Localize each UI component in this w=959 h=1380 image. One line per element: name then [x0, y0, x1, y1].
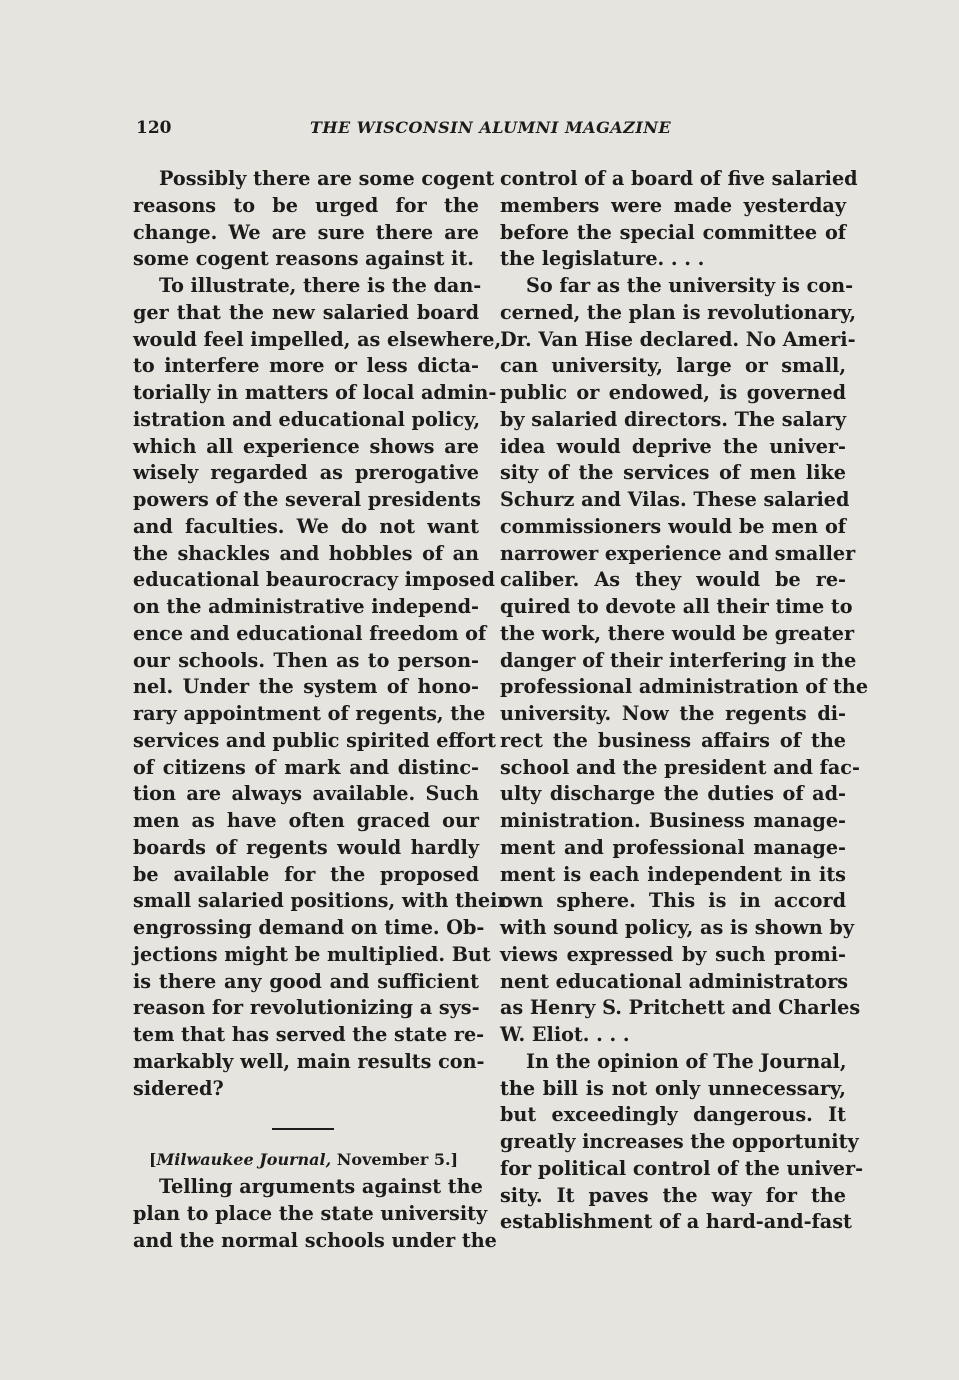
text-line: public or endowed, is governed — [500, 381, 846, 404]
text-line: and faculties. We do not want — [133, 514, 479, 538]
text-line: sidered? — [133, 1076, 224, 1100]
text-line: be available for the proposed — [133, 862, 479, 886]
horizontal-rule — [272, 1128, 334, 1130]
text-line: is there any good and sufficient — [133, 969, 479, 993]
text-line: control of a board of five salaried — [500, 167, 858, 190]
text-line: sity of the services of men like — [500, 461, 846, 485]
text-line: ment and professional manage- — [500, 835, 846, 859]
text-line: the legislature. . . . — [500, 247, 705, 271]
text-line: university. Now the regents di- — [500, 702, 846, 725]
text-line: services and public spirited effort — [133, 728, 496, 752]
section-divider — [133, 1102, 479, 1147]
text-line: jections might be multiplied. But — [133, 942, 491, 966]
text-line: danger of their interfering in the — [500, 648, 857, 672]
text-line: quired to devote all their time to — [500, 595, 853, 618]
text-line: rect the business affairs of the — [500, 728, 846, 752]
paragraph — [133, 166, 495, 273]
text-line: torially in matters of local admin- — [133, 381, 497, 404]
text-line: Possibly there are some cogent — [159, 167, 495, 190]
text-line: can university, large or small, — [500, 354, 846, 378]
text-line: reason for revolutionizing a sys- — [133, 996, 480, 1020]
text-line: ulty discharge the duties of ad- — [500, 782, 846, 806]
text-line: ment is each independent in its — [500, 862, 846, 886]
left-column — [133, 166, 508, 1254]
text-line: istration and educational policy, — [133, 407, 481, 431]
text-line: greatly increases the opportunity — [500, 1130, 859, 1153]
text-line: sity. It paves the way for the — [500, 1183, 846, 1207]
text-line: of citizens of mark and distinc- — [133, 755, 479, 779]
text-line: change. We are sure there are — [133, 220, 479, 244]
text-line: educational beaurocracy imposed — [133, 568, 495, 592]
text-line: tem that has served the state re- — [133, 1023, 485, 1046]
text-line: So far as the university is con- — [526, 274, 854, 297]
text-line: ministration. Business manage- — [500, 809, 846, 832]
text-line: on the administrative independ- — [133, 595, 480, 618]
text-line: Dr. Van Hise declared. No Ameri- — [500, 327, 856, 351]
text-line: markably well, main results con- — [133, 1049, 485, 1073]
right-column — [500, 166, 869, 1236]
text-line: ence and educational freedom of — [133, 621, 487, 645]
paragraph — [133, 273, 508, 1102]
paragraph — [500, 273, 869, 1049]
text-line: as Henry S. Pritchett and Charles — [500, 996, 861, 1020]
running-head: THE WISCONSIN ALUMNI MAGAZINE — [310, 118, 672, 137]
text-line: small salaried positions, with their — [133, 889, 508, 913]
source-citation — [133, 1147, 479, 1174]
text-line: with sound policy, as is shown by — [500, 916, 854, 939]
text-line: which all experience shows are — [133, 434, 479, 458]
text-line: professional administration of the — [500, 675, 869, 699]
text-line: and the normal schools under the — [133, 1228, 497, 1252]
text-line: men as have often graced our — [133, 809, 479, 832]
text-line: to interfere more or less dicta- — [133, 354, 479, 378]
text-line: nel. Under the system of hono- — [133, 675, 479, 699]
citation-close-bracket: ] — [450, 1150, 459, 1170]
paragraph — [500, 166, 858, 273]
text-line: the shackles and hobbles of an — [133, 541, 479, 565]
text-line: engrossing demand on time. Ob- — [133, 916, 485, 939]
text-line: our schools. Then as to person- — [133, 648, 479, 672]
text-line: powers of the several presidents — [133, 488, 481, 511]
text-line: some cogent reasons against it. — [133, 247, 474, 271]
text-line: plan to place the state university — [133, 1201, 488, 1225]
citation-publication: Milwaukee Journal, — [156, 1150, 332, 1170]
text-line: before the special committee of — [500, 220, 846, 244]
paragraph — [500, 1049, 864, 1236]
text-line: nent educational administrators — [500, 969, 849, 993]
text-line: by salaried directors. The salary — [500, 407, 846, 431]
text-line: the bill is not only unnecessary, — [500, 1076, 846, 1100]
paragraph — [133, 1174, 497, 1254]
text-line: In the opinion of The Journal, — [526, 1049, 847, 1073]
text-line: but exceedingly dangerous. It — [500, 1103, 846, 1127]
text-line: tion are always available. Such — [133, 782, 479, 806]
text-line: views expressed by such promi- — [500, 942, 846, 966]
text-line: narrower experience and smaller — [500, 541, 856, 565]
text-line: establishment of a hard-and-fast — [500, 1210, 852, 1234]
text-line: school and the president and fac- — [500, 755, 860, 779]
text-line: the work, there would be greater — [500, 621, 855, 645]
text-line: commissioners would be men of — [500, 514, 846, 538]
text-line: would feel impelled, as elsewhere, — [133, 327, 502, 351]
page-header — [0, 118, 959, 146]
text-line: for political control of the univer- — [500, 1156, 864, 1180]
text-line: ger that the new salaried board — [133, 300, 479, 324]
text-line: boards of regents would hardly — [133, 835, 479, 859]
text-line: Schurz and Vilas. These salaried — [500, 488, 850, 511]
text-line: own sphere. This is in accord — [500, 889, 846, 913]
text-line: W. Eliot. . . . — [500, 1023, 630, 1046]
text-line: caliber. As they would be re- — [500, 568, 846, 592]
page-number: 120 — [136, 118, 172, 138]
text-line: cerned, the plan is revolutionary, — [500, 300, 857, 324]
citation-date: November 5. — [336, 1150, 451, 1170]
text-line: idea would deprive the univer- — [500, 434, 846, 458]
text-line: members were made yesterday — [500, 193, 846, 217]
text-line: Telling arguments against the — [159, 1175, 483, 1198]
text-line: To illustrate, there is the dan- — [159, 274, 482, 297]
text-line: rary appointment of regents, the — [133, 702, 486, 725]
text-line: wisely regarded as prerogative — [133, 461, 479, 485]
text-line: reasons to be urged for the — [133, 193, 479, 217]
citation-open-bracket: [ — [149, 1150, 157, 1170]
